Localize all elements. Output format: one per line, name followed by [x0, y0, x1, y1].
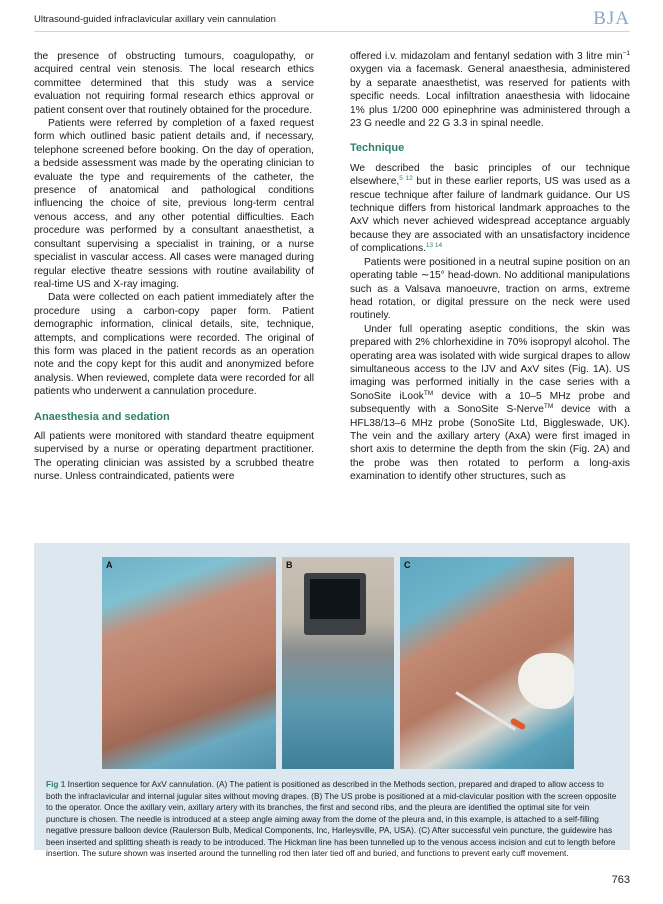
reference-link[interactable]: 5 12: [399, 175, 413, 183]
paragraph: We described the basic principles of our technique elsewhere,$^{5 12}$ but in these earlier reports, US was used as a rescue technique after failure of landmark guidance. Our US technique differs from historical landmark approaches to the AxV which never achieved widespread acceptance arguably because they are associated with an unsatisfactory incidence of complications.$^{13 14}$: [350, 162, 630, 255]
journal-logo: BJA: [593, 8, 630, 29]
paragraph: Under full operating aseptic conditions, the skin was prepared with 2% chlorhexidine in 70% isopropyl alcohol. The operating area was isolated with wide surgical drapes to allow simultaneous access to the IJV and AxV sites (Fig. 1A). US imaging was performed initially in the case series with a SonoSite iLook™ device with a 10–5 MHz probe and subsequently with a SonoSite S-Nerve™ device with a HFL38/13–6 MHz probe (SonoSite Ltd, Biggleswade, UK). The vein and the axillary artery (AxA) were first imaged in short axis to determine the depth from the skin (Fig. 2A) and the probe was then rotated to perform a long-axis examination to identify other structures, such as: [350, 323, 630, 483]
header-rule: [34, 31, 630, 32]
right-column: [350, 50, 630, 484]
guidewire: [455, 691, 516, 731]
panel-label: A: [106, 560, 113, 570]
reference-link[interactable]: 13 14: [425, 242, 443, 250]
page-header: [34, 10, 630, 30]
running-title: Ultrasound-guided infraclavicular axillary vein cannulation: [34, 14, 276, 25]
figure-photo-b: [282, 557, 394, 769]
panel-label: C: [404, 560, 411, 570]
section-heading-anaesthesia: Anaesthesia and sedation: [34, 410, 170, 423]
figure-1: [34, 543, 630, 858]
paragraph: offered i.v. midazolam and fentanyl sedation with 3 litre $\min^{-1}$ oxygen via a facemask. General anaesthesia, administered by a separate anaesthetist, was reserved for patients with specific needs. Local infiltration anaesthesia with lidocaine 1% plus 1/200 000 epinephrine was administered through a 23 G needle and 22 G 3.3 in spinal needle.: [350, 50, 630, 130]
figure-photo-c: [400, 557, 574, 769]
left-column: [34, 50, 314, 484]
panel-label: B: [286, 560, 293, 570]
section-heading-technique: Technique: [350, 142, 405, 155]
figure-photo-a: [102, 557, 276, 769]
page-number: 763: [611, 874, 630, 886]
ultrasound-screen: [310, 579, 360, 619]
figure-caption: Fig 1 Insertion sequence for AxV cannulation. (A) The patient is positioned as described in the Methods section, prepared and draped to allow access to both the infraclavicular and internal jugular sites without moving drapes. (B) The US probe is positioned at a mid-clavicular position with the screen opposite to the operator. Once the axillary vein, axillary artery with its branches, the first and second ribs, and the pleura are identified the optimal site for vein puncture is chosen. The needle is introduced at a steep angle aiming away from the dome of the pleura and, in this example, is attached to a self-filling negative pressure balloon device (Raulerson Bulb, Medical Components, Inc, Harleysville, PA, USA). (C) After successful vein puncture, the guidewire has been inserted and splitting sheath is ready to be introduced. The Hickman line has been tunnelled up to the venous access incision and cut to length before insertion. The suture shown was inserted around the tunnelling rod then later tied off and buried, and functions to prevent early cuff movement.: [46, 779, 617, 858]
paragraph: Patients were positioned in a neutral supine position on an operating table ∼15° head-down. No additional manipulations such as a Valsava manoeuvre, traction on arms, extreme head rotation, or digital pressure on the neck were used routinely.: [350, 256, 630, 322]
paragraph: Patients were referred by completion of a faxed request form which outlined basic patient details and, if necessary, telephone screened before booking. On the day of operation, a bedside assessment was made by the operating clinician to evaluate the type and requirements of the catheter, the presence of anatomical and pathological conditions influencing the choice of site, previous long-term central venous access, and any other potential difficulties. Each procedure was performed by a consultant anaesthetist, a consultant supervising a specialist in training, or a nurse specialist in vascular access. All cases were managed during regular elective theatre sessions with routine availability of real-time US and X-ray imaging.: [34, 118, 314, 290]
figure-label: Fig 1: [46, 779, 66, 789]
paragraph: Data were collected on each patient immediately after the procedure using a carbon-copy paper form. Patient demographic information, clinical details, site, technique, attempts, and complications were recorded. The original of this form was placed in the patient records as an operation note and the copy kept for this audit and anonymized before analysis. When reviewed, complete data were recorded for all patients who underwent a cannulation procedure.: [34, 292, 314, 398]
gloved-hand: [518, 653, 574, 709]
paragraph: All patients were monitored with standard theatre equipment supervised by a nurse or operating department practitioner. The operating clinician was assisted by a scrubbed theatre nurse. Unless contraindicated, patients were: [34, 430, 314, 483]
paragraph: the presence of obstructing tumours, coagulopathy, or acquired central vein stenosis. The local research ethics committee determined that this study was a service evaluation not requiring formal research ethics approval or patient consent over that routinely obtained for the procedure.: [34, 51, 314, 116]
